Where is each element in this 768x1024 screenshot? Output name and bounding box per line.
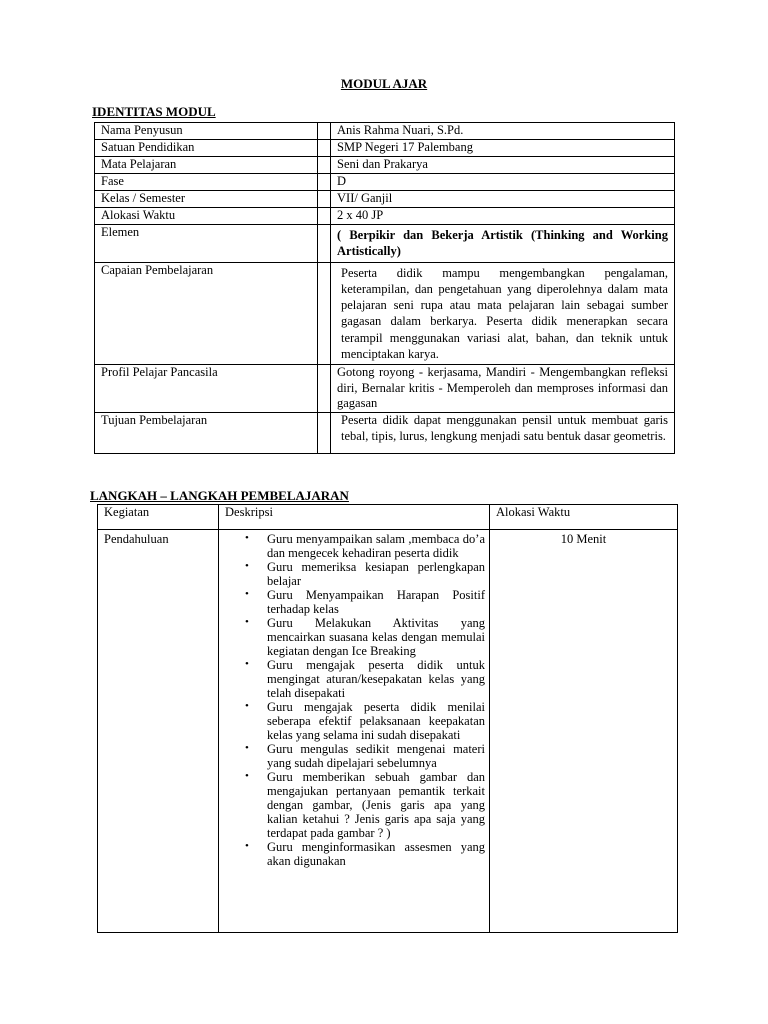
row-label: Capaian Pembelajaran bbox=[95, 262, 318, 365]
alokasi-cell: 10 Menit bbox=[490, 530, 678, 933]
table-header-row bbox=[98, 505, 678, 530]
bullet-icon: • bbox=[245, 700, 249, 712]
row-label: Tujuan Pembelajaran bbox=[95, 412, 318, 453]
table-row bbox=[95, 174, 675, 191]
table-row bbox=[95, 365, 675, 413]
document-title: MODUL AJAR bbox=[340, 76, 428, 91]
table-row bbox=[95, 262, 675, 365]
bullet-icon: • bbox=[245, 742, 249, 754]
identitas-heading: IDENTITAS MODUL bbox=[92, 104, 216, 119]
table-row bbox=[95, 157, 675, 174]
list-item: • Guru menyampaikan salam ,membaca do’a dan mengecek kehadiran peserta didik bbox=[245, 532, 485, 560]
row-value: VII/ Ganjil bbox=[331, 191, 675, 208]
list-item: • Guru Melakukan Aktivitas yang mencairkan suasana kelas dengan memulai kegiatan dengan Ice Breaking bbox=[245, 616, 485, 658]
table-row bbox=[98, 530, 678, 933]
row-value: Anis Rahma Nuari, S.Pd. bbox=[331, 123, 675, 140]
bullet-icon: • bbox=[245, 658, 249, 670]
list-item: • Guru mengajak peserta didik menilai seberapa efektif pelaksanaan keepakatan kelas yang selama ini sudah disepakati bbox=[245, 700, 485, 742]
table-row bbox=[95, 208, 675, 225]
row-value: SMP Negeri 17 Palembang bbox=[331, 140, 675, 157]
row-label: Elemen bbox=[95, 225, 318, 263]
column-header-deskripsi: Deskripsi bbox=[219, 505, 490, 530]
table-row bbox=[95, 123, 675, 140]
table-row bbox=[95, 225, 675, 263]
deskripsi-cell bbox=[219, 530, 490, 933]
list-item: • Guru Menyampaikan Harapan Positif terhadap kelas bbox=[245, 588, 485, 616]
bullet-icon: • bbox=[245, 840, 249, 852]
bullet-icon: • bbox=[245, 532, 249, 544]
row-value: Gotong royong - kerjasama, Mandiri - Mengembangkan refleksi diri, Bernalar kritis - Memperoleh dan memproses informasi dan gagasan bbox=[331, 365, 675, 413]
bullet-icon: • bbox=[245, 588, 249, 600]
table-row bbox=[95, 191, 675, 208]
row-value: 2 x 40 JP bbox=[331, 208, 675, 225]
table-row bbox=[95, 140, 675, 157]
list-item: • Guru memeriksa kesiapan perlengkapan belajar bbox=[245, 560, 485, 588]
row-label: Mata Pelajaran bbox=[95, 157, 318, 174]
row-value: Peserta didik mampu mengembangkan pengalaman, keterampilan, dan pengetahuan yang diperolehnya dalam mata pelajaran seni rupa atau mata pelajaran lain sebagai sumber gagasan dalam berkarya. Peserta didik menerapkan secara terampil menggunakan variasi alat, bahan, dan teknik untuk menciptakan karya. bbox=[331, 262, 675, 365]
row-value: Peserta didik dapat menggunakan pensil untuk membuat garis tebal, tipis, lurus, lengkung menjadi satu bentuk dasar geometris. bbox=[331, 412, 675, 453]
bullet-icon: • bbox=[245, 770, 249, 782]
kegiatan-cell: Pendahuluan bbox=[98, 530, 219, 933]
row-value: ( Berpikir dan Bekerja Artistik (Thinking and Working Artistically) bbox=[331, 225, 675, 263]
langkah-heading: LANGKAH – LANGKAH PEMBELAJARAN bbox=[90, 488, 349, 503]
column-header-alokasi: Alokasi Waktu bbox=[490, 505, 678, 530]
row-value: D bbox=[331, 174, 675, 191]
list-item: • Guru mengulas sedikit mengenai materi yang sudah dipelajari sebelumnya bbox=[245, 742, 485, 770]
row-label: Nama Penyusun bbox=[95, 123, 318, 140]
list-item: • Guru memberikan sebuah gambar dan mengajukan pertanyaan pemantik terkait dengan gambar, (Jenis garis apa yang kalian ketahui ? Jenis garis apa saja yang terdapat pada gambar ? ) bbox=[245, 770, 485, 840]
identitas-table bbox=[94, 122, 675, 454]
bullet-icon: • bbox=[245, 616, 249, 628]
row-label: Satuan Pendidikan bbox=[95, 140, 318, 157]
deskripsi-list bbox=[219, 532, 489, 868]
list-item: • Guru menginformasikan assesmen yang akan digunakan bbox=[245, 840, 485, 868]
column-header-kegiatan: Kegiatan bbox=[98, 505, 219, 530]
row-label: Profil Pelajar Pancasila bbox=[95, 365, 318, 413]
list-item: • Guru mengajak peserta didik untuk mengingat aturan/kesepakatan kelas yang telah disepakati bbox=[245, 658, 485, 700]
langkah-table bbox=[97, 504, 678, 933]
table-row bbox=[95, 412, 675, 453]
row-label: Fase bbox=[95, 174, 318, 191]
row-label: Kelas / Semester bbox=[95, 191, 318, 208]
bullet-icon: • bbox=[245, 560, 249, 572]
row-label: Alokasi Waktu bbox=[95, 208, 318, 225]
row-value: Seni dan Prakarya bbox=[331, 157, 675, 174]
